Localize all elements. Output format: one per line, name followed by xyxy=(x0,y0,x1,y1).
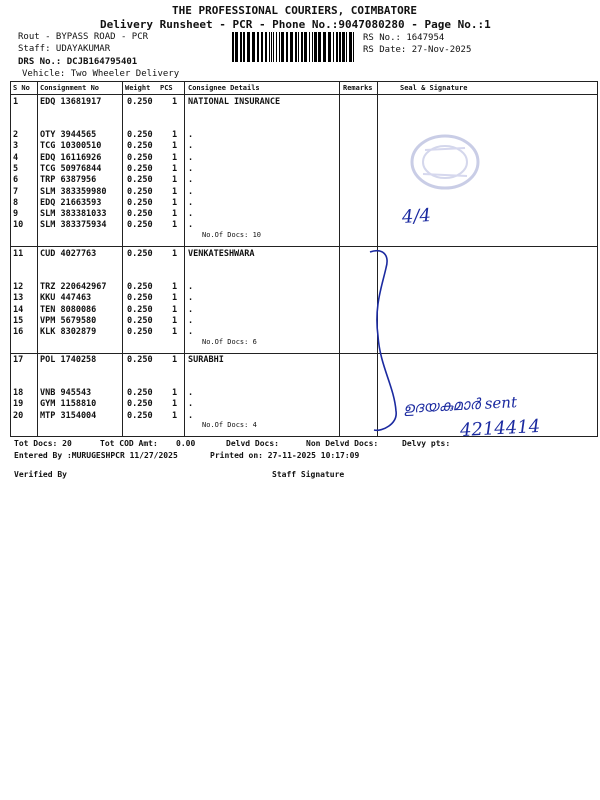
non-delivered-docs: Non Delvd Docs: xyxy=(306,439,379,448)
barcode-bar xyxy=(279,32,280,62)
row-pcs: 1 xyxy=(172,175,178,186)
total-docs: Tot Docs: 20 xyxy=(14,439,72,448)
row-consignee-name: NATIONAL INSURANCE xyxy=(188,97,281,107)
row-weight: 0.250 xyxy=(127,197,153,208)
row-pcs: 1 xyxy=(172,399,178,410)
col-remarks: Remarks xyxy=(343,84,373,92)
row-consignment: VNB 945543 xyxy=(40,388,92,398)
no-of-docs: No.Of Docs: 4 xyxy=(202,420,257,429)
row-detail: . xyxy=(188,304,194,315)
barcode-bar xyxy=(336,32,338,62)
row-detail: . xyxy=(188,293,194,304)
row-detail: . xyxy=(188,163,194,174)
barcode-bar xyxy=(323,32,326,62)
row-sno: 16 xyxy=(13,327,24,338)
barcode-bar xyxy=(273,32,274,62)
barcode-bar xyxy=(290,32,293,62)
runsheet-title: Delivery Runsheet - PCR - Phone No.:9047080280 - Page No.:1 xyxy=(100,18,491,31)
row-weight: 0.250 xyxy=(127,327,153,338)
row-consignment: TCG 50976844 xyxy=(40,163,102,174)
col-consignment: Consignment No xyxy=(40,84,100,92)
row-detail: . xyxy=(188,141,194,152)
row-sno: 3 xyxy=(13,141,19,152)
row-pcs: 1 xyxy=(172,315,178,326)
barcode-bar xyxy=(265,32,267,62)
row-pcs: 1 xyxy=(172,209,178,220)
row-consignment: OTY 3944565 xyxy=(40,130,97,140)
row-consignment: GYM 1158810 xyxy=(40,399,97,410)
barcode-bar xyxy=(281,32,284,62)
row-detail: . xyxy=(188,315,194,326)
row-sno: 5 xyxy=(13,163,19,174)
row-sno: 14 xyxy=(13,304,24,315)
col-pcs: PCS xyxy=(160,84,173,92)
row-pcs: 1 xyxy=(172,410,178,421)
barcode-bar xyxy=(304,32,307,62)
row-detail: . xyxy=(188,399,194,410)
row-sno: 13 xyxy=(13,293,24,304)
row-weight: 0.250 xyxy=(127,410,153,421)
handwritten-signature-top: 4/4 xyxy=(401,205,432,228)
row-weight: 0.250 xyxy=(127,304,153,315)
delivery-points: Delvy pts: xyxy=(402,439,451,448)
seal-stamp-icon xyxy=(405,130,485,195)
col-seal: Seal & Signature xyxy=(400,84,468,92)
barcode-bar xyxy=(252,32,255,62)
barcode-bar xyxy=(314,32,317,62)
row-consignment: EDQ 13681917 xyxy=(40,97,102,107)
barcode-bar xyxy=(261,32,263,62)
row-consignment: SLM 383381033 xyxy=(40,209,107,220)
row-pcs: 1 xyxy=(172,293,178,304)
row-detail: . xyxy=(188,220,194,231)
company-title: THE PROFESSIONAL COURIERS, COIMBATORE xyxy=(172,4,418,17)
handwritten-number: 4214414 xyxy=(459,415,541,442)
barcode-bar xyxy=(240,32,242,62)
row-weight: 0.250 xyxy=(127,249,153,259)
barcode-bar xyxy=(243,32,245,62)
row-consignment: EDQ 21663593 xyxy=(40,197,102,208)
row-sno: 20 xyxy=(13,410,24,421)
row-weight: 0.250 xyxy=(127,355,153,365)
barcode-bar xyxy=(328,32,331,62)
row-pcs: 1 xyxy=(172,152,178,163)
row-weight: 0.250 xyxy=(127,130,153,140)
barcode-bar xyxy=(295,32,297,62)
barcode-bar xyxy=(349,32,352,62)
no-of-docs: No.Of Docs: 6 xyxy=(202,337,257,346)
row-detail: . xyxy=(188,209,194,220)
row-weight: 0.250 xyxy=(127,282,153,292)
row-consignment: TRZ 220642967 xyxy=(40,282,107,292)
row-sno: 4 xyxy=(13,152,19,163)
row-consignee-name: VENKATESHWARA xyxy=(188,249,255,259)
barcode-bar xyxy=(298,32,299,62)
row-weight: 0.250 xyxy=(127,399,153,410)
row-sno: 19 xyxy=(13,399,24,410)
col-consignee: Consignee Details xyxy=(188,84,260,92)
barcode-bar xyxy=(346,32,347,62)
row-detail: . xyxy=(188,175,194,186)
row-pcs: 1 xyxy=(172,388,178,398)
barcode xyxy=(230,32,360,62)
row-detail: . xyxy=(188,186,194,197)
row-sno: 15 xyxy=(13,315,24,326)
row-pcs: 1 xyxy=(172,327,178,338)
route-label: Rout - BYPASS ROAD - PCR xyxy=(18,32,149,42)
staff-signature: Staff Signature xyxy=(272,470,345,479)
barcode-bar xyxy=(301,32,303,62)
row-consignment: SLM 383359980 xyxy=(40,186,107,197)
row-consignment: TCG 10300510 xyxy=(40,141,102,152)
rs-date: RS Date: 27-Nov-2025 xyxy=(363,45,472,55)
total-cod-label: Tot COD Amt: xyxy=(100,439,158,448)
row-consignment: KKU 447463 xyxy=(40,293,92,304)
col-sno: S No xyxy=(13,84,30,92)
barcode-bar xyxy=(269,32,270,62)
barcode-bar xyxy=(271,32,272,62)
staff-label: Staff: UDAYAKUMAR xyxy=(18,44,111,54)
printed-on: Printed on: 27-11-2025 10:17:09 xyxy=(210,451,360,460)
row-consignee-name: SURABHI xyxy=(188,355,224,365)
row-consignment: TEN 8080086 xyxy=(40,304,97,315)
barcode-bar xyxy=(318,32,321,62)
barcode-bar xyxy=(342,32,345,62)
row-detail: . xyxy=(188,197,194,208)
row-weight: 0.250 xyxy=(127,209,153,220)
row-sno: 18 xyxy=(13,388,24,398)
row-pcs: 1 xyxy=(172,197,178,208)
row-sno: 7 xyxy=(13,186,19,197)
row-sno: 12 xyxy=(13,282,24,292)
row-consignment: CUD 4027763 xyxy=(40,249,97,259)
row-pcs: 1 xyxy=(172,130,178,140)
barcode-bar xyxy=(312,32,313,62)
row-weight: 0.250 xyxy=(127,388,153,398)
col-weight: Weight xyxy=(125,84,151,92)
row-sno: 11 xyxy=(13,249,24,259)
row-weight: 0.250 xyxy=(127,220,153,231)
row-sno: 1 xyxy=(13,97,19,107)
row-pcs: 1 xyxy=(172,141,178,152)
vehicle-label: Vehicle: Two Wheeler Delivery xyxy=(22,69,180,79)
row-detail: . xyxy=(188,130,194,140)
barcode-bar xyxy=(286,32,288,62)
drs-number: DRS No.: DCJB164795401 xyxy=(18,57,138,67)
barcode-bar xyxy=(247,32,250,62)
barcode-bar xyxy=(339,32,341,62)
row-pcs: 1 xyxy=(172,282,178,292)
row-weight: 0.250 xyxy=(127,152,153,163)
row-weight: 0.250 xyxy=(127,97,153,107)
row-consignment: MTP 3154004 xyxy=(40,410,97,421)
total-cod-value: 0.00 xyxy=(176,439,196,448)
row-weight: 0.250 xyxy=(127,141,153,152)
row-sno: 9 xyxy=(13,209,19,220)
row-sno: 8 xyxy=(13,197,19,208)
row-pcs: 1 xyxy=(172,304,178,315)
row-consignment: TRP 6387956 xyxy=(40,175,97,186)
row-consignment: VPM 5679580 xyxy=(40,315,97,326)
row-sno: 6 xyxy=(13,175,19,186)
row-weight: 0.250 xyxy=(127,163,153,174)
row-detail: . xyxy=(188,410,194,421)
row-pcs: 1 xyxy=(172,163,178,174)
row-detail: . xyxy=(188,388,194,398)
handwritten-signature-bottom: ഉദയകുമാർ sent xyxy=(402,393,518,417)
row-pcs: 1 xyxy=(172,186,178,197)
verified-by: Verified By xyxy=(14,470,67,479)
barcode-bar xyxy=(333,32,334,62)
row-consignment: SLM 383375934 xyxy=(40,220,107,231)
row-detail: . xyxy=(188,327,194,338)
row-detail: . xyxy=(188,282,194,292)
row-sno: 2 xyxy=(13,130,19,140)
barcode-bar xyxy=(235,32,238,62)
row-weight: 0.250 xyxy=(127,315,153,326)
entered-by: Entered By :MURUGESHPCR 11/27/2025 xyxy=(14,451,178,460)
delivered-docs: Delvd Docs: xyxy=(226,439,279,448)
row-consignment: KLK 8302879 xyxy=(40,327,97,338)
barcode-bar xyxy=(257,32,259,62)
row-consignment: POL 1740258 xyxy=(40,355,97,365)
barcode-bar xyxy=(276,32,277,62)
row-weight: 0.250 xyxy=(127,186,153,197)
row-consignment: EDQ 16116926 xyxy=(40,152,102,163)
row-weight: 0.250 xyxy=(127,293,153,304)
row-pcs: 1 xyxy=(172,249,178,259)
barcode-bar xyxy=(309,32,310,62)
row-sno: 17 xyxy=(13,355,24,365)
row-sno: 10 xyxy=(13,220,24,231)
barcode-bar xyxy=(232,32,234,62)
rs-number: RS No.: 1647954 xyxy=(363,33,445,43)
row-detail: . xyxy=(188,152,194,163)
barcode-bar xyxy=(353,32,354,62)
no-of-docs: No.Of Docs: 10 xyxy=(202,230,262,239)
row-pcs: 1 xyxy=(172,355,178,365)
row-pcs: 1 xyxy=(172,97,178,107)
row-weight: 0.250 xyxy=(127,175,153,186)
row-pcs: 1 xyxy=(172,220,178,231)
